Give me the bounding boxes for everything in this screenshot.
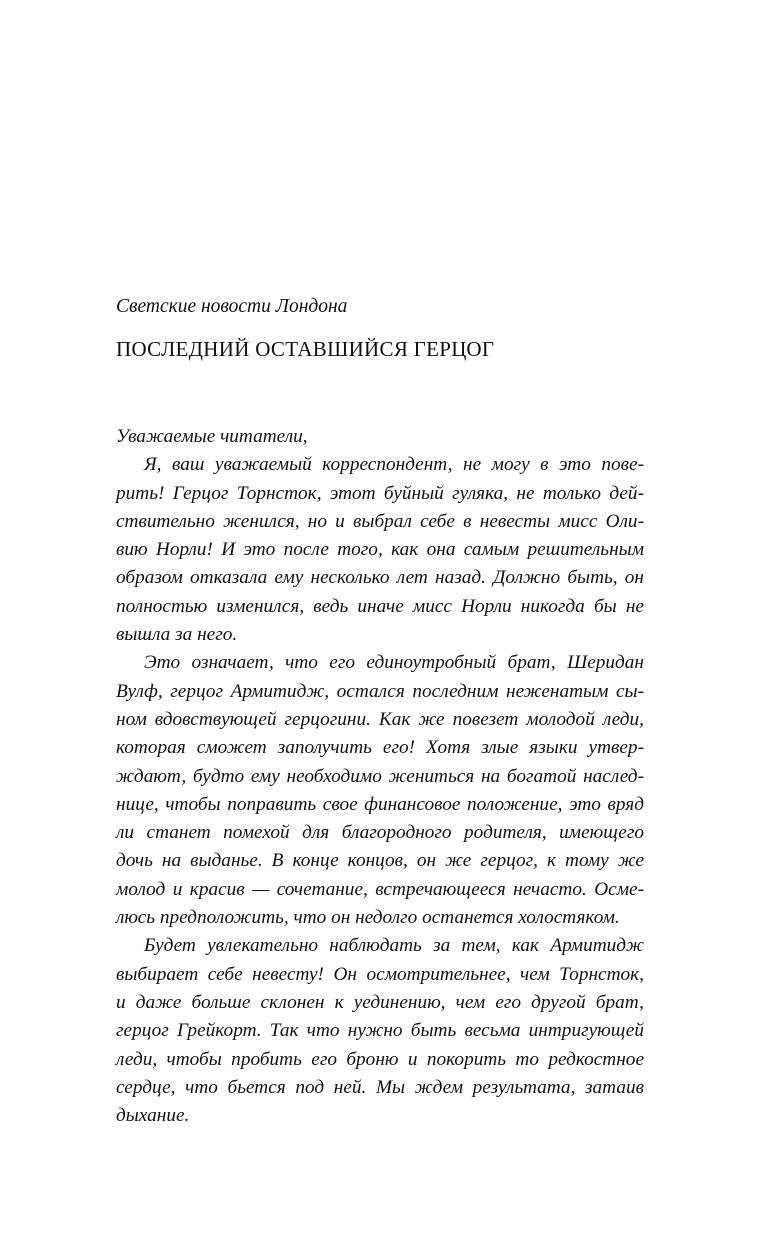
text-line: дыхание. <box>116 1105 190 1127</box>
paragraph <box>116 451 644 649</box>
paragraphs <box>116 451 644 1130</box>
text-line: которая сможет заполучить его! Хотя злые языки утвер- <box>116 737 644 759</box>
article-title: ПОСЛЕДНИЙ ОСТАВШИЙСЯ ГЕРЦОГ <box>116 337 495 361</box>
text-line: ствительно женился, но и выбрал себе в невесты мисс Оли- <box>116 510 644 532</box>
text-line: Будет увлекательно наблюдать за тем, как Армитидж <box>144 935 644 957</box>
greeting: Уважаемые читатели, <box>116 426 308 447</box>
text-line: ли станет помехой для благородного родителя, имеющего <box>116 822 644 844</box>
text-line: люсь предположить, что он недолго останется холостяком. <box>116 907 620 929</box>
text-line: нице, чтобы поправить свое финансовое положение, это вряд <box>116 793 644 815</box>
text-line: полностью изменился, ведь иначе мисс Норли никогда бы не <box>116 595 644 617</box>
column-subtitle: Светские новости Лондона <box>116 296 348 317</box>
text-line: леди, чтобы пробить его броню и покорить то редкостное <box>116 1048 644 1070</box>
text-line: герцог Грейкорт. Так что нужно быть весьма интригующей <box>116 1020 644 1042</box>
article-body <box>116 423 644 1130</box>
text-line: ждают, будто ему необходимо жениться на богатой наслед- <box>116 765 644 787</box>
text-line: вию Норли! И это после того, как она самым решительным <box>116 539 644 561</box>
text-line: и даже больше склонен к уединению, чем его другой брат, <box>116 991 644 1013</box>
text-line: Это означает, что его единоутробный брат, Шеридан <box>144 652 644 674</box>
text-line: дочь на выданье. В конце концов, он же герцог, к тому же <box>116 850 644 872</box>
paragraph <box>116 649 644 932</box>
text-line: молод и красив — сочетание, встречающееся нечасто. Осме- <box>116 878 644 900</box>
text-line: Я, ваш уважаемый корреспондент, не могу в это пове- <box>144 454 644 476</box>
text-line: вышла за него. <box>116 624 238 646</box>
text-line: ном вдовствующей герцогини. Как же повезет молодой леди, <box>116 708 644 730</box>
text-line: образом отказала ему несколько лет назад. Должно быть, он <box>116 567 644 589</box>
paragraph <box>116 932 644 1130</box>
text-line: рить! Герцог Торнсток, этот буйный гуляка, не только дей- <box>116 482 644 504</box>
text-line: Вулф, герцог Армитидж, остался последним неженатым сы- <box>116 680 644 702</box>
text-line: сердце, что бьется под ней. Мы ждем результата, затаив <box>116 1076 644 1098</box>
text-line: выбирает себе невесту! Он осмотрительнее, чем Торнсток, <box>116 963 644 985</box>
